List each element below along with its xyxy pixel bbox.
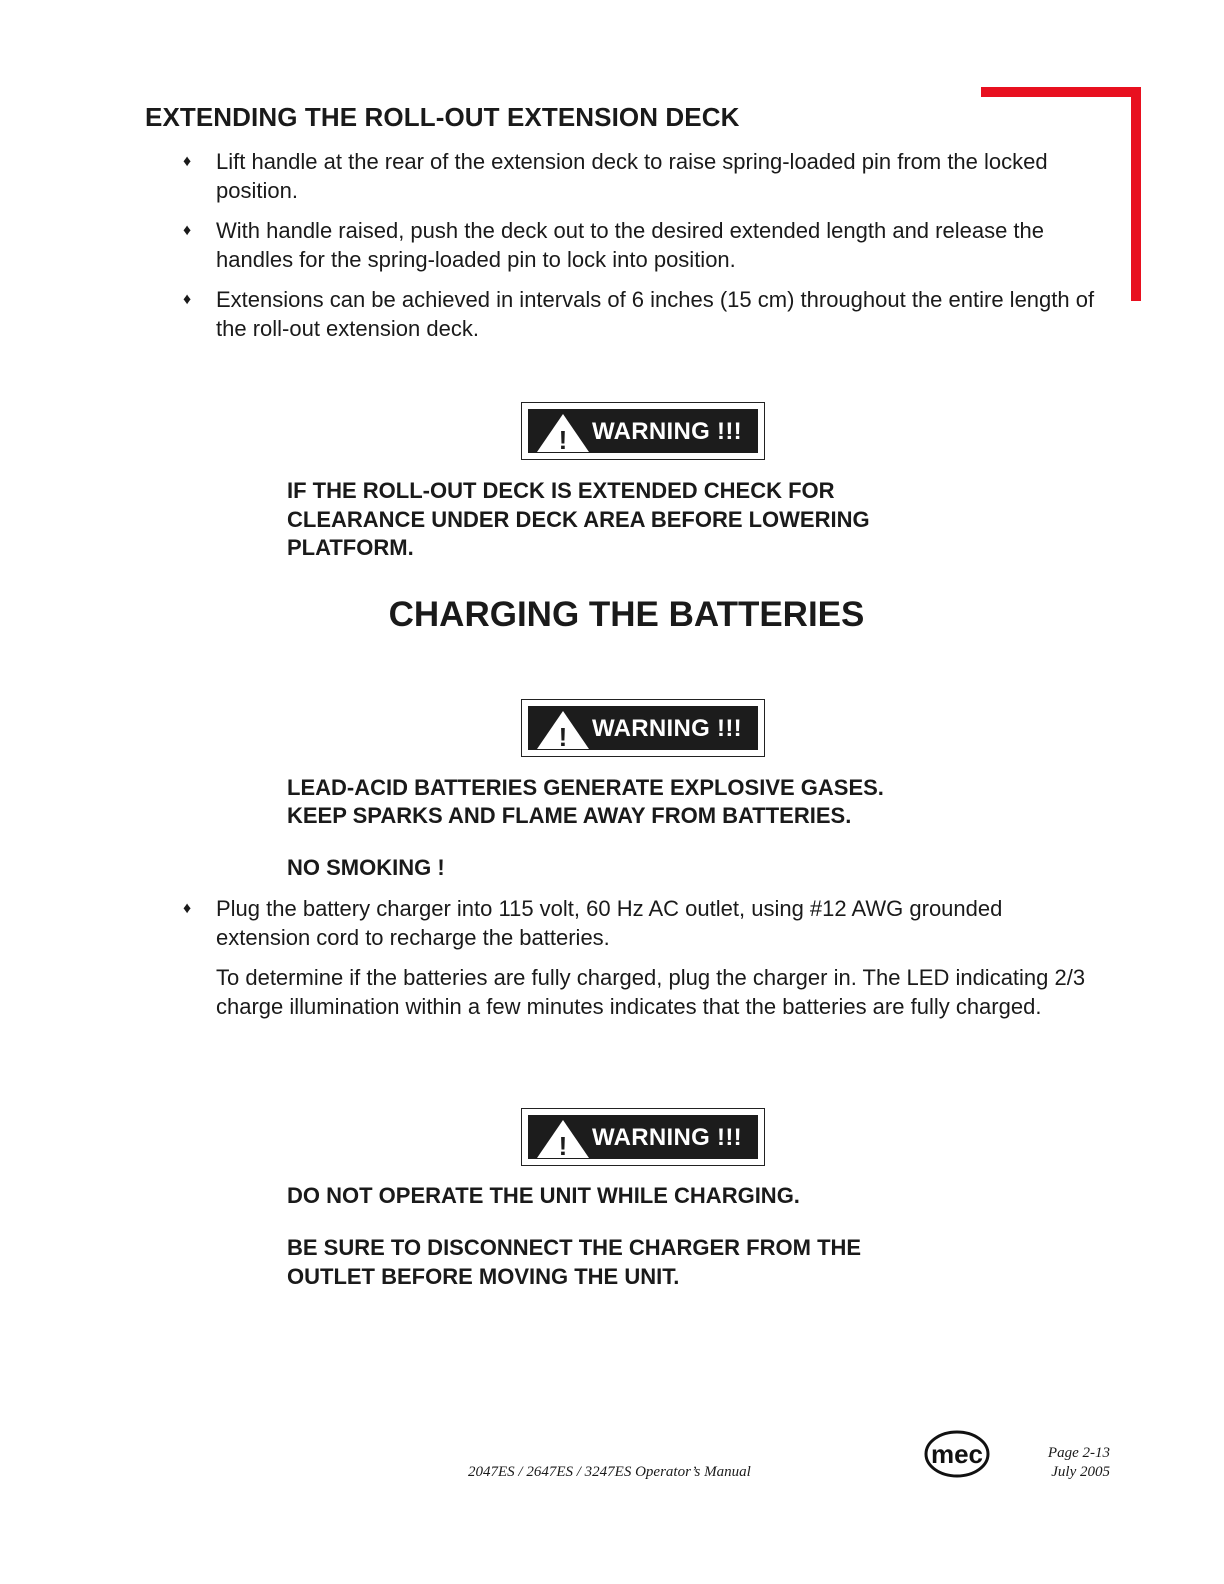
warning-text-line: KEEP SPARKS AND FLAME AWAY FROM BATTERIES.: [287, 803, 852, 828]
logo-text: mec: [930, 1439, 984, 1469]
mec-logo: [924, 1430, 990, 1478]
warning-triangle-icon: [535, 1118, 591, 1160]
warning-icon-mark: !: [558, 722, 568, 751]
heading-charging-batteries: CHARGING THE BATTERIES: [388, 595, 865, 634]
section-tab-marker-side: [1131, 87, 1141, 301]
footer-manual-title: 2047ES / 2647ES / 3247ES Operator’s Manual: [468, 1464, 751, 1480]
charge-check-paragraph: To determine if the batteries are fully charged, plug the charger in. The LED indicating 2/3 charge illumination within a few minutes indicates that the batteries are fully charged.: [216, 965, 1086, 1019]
diamond-bullet-icon: ♦: [183, 900, 192, 917]
warning-text-line: LEAD-ACID BATTERIES GENERATE EXPLOSIVE GASES.: [287, 775, 884, 800]
warning-banner: [521, 699, 765, 757]
warning-triangle-icon: [535, 709, 591, 751]
warning-triangle-icon: [535, 412, 591, 454]
warning-label: WARNING !!!: [592, 1124, 742, 1151]
diamond-bullet-icon: ♦: [183, 222, 192, 239]
warning-text: IF THE ROLL-OUT DECK IS EXTENDED CHECK FOR CLEARANCE UNDER DECK AREA BEFORE LOWERING PLATFORM.: [287, 478, 870, 560]
publication-date: July 2005: [1051, 1464, 1110, 1480]
list-item-text: Lift handle at the rear of the extension deck to raise spring-loaded pin from the locked position.: [216, 149, 1048, 203]
warning-banner: [521, 1108, 765, 1166]
warning-label: WARNING !!!: [592, 418, 742, 445]
footer-page-info: [1040, 1444, 1110, 1482]
diamond-bullet-icon: ♦: [183, 153, 192, 170]
warning-label: WARNING !!!: [592, 715, 742, 742]
no-smoking-text: NO SMOKING !: [287, 855, 445, 880]
warning-icon-mark: !: [558, 1131, 568, 1160]
heading-extending-deck: EXTENDING THE ROLL-OUT EXTENSION DECK: [145, 102, 740, 132]
warning-icon-mark: !: [558, 425, 568, 454]
section-tab-marker-top: [981, 87, 1141, 97]
page-number: Page 2-13: [1047, 1445, 1110, 1461]
list-item-text: Extensions can be achieved in intervals of 6 inches (15 cm) throughout the entire length of the roll-out extension deck.: [216, 287, 1095, 341]
warning-text-line: DO NOT OPERATE THE UNIT WHILE CHARGING.: [287, 1183, 800, 1208]
list-item-text: With handle raised, push the deck out to the desired extended length and release the handles for the spring-loaded pin to lock into position.: [216, 218, 1045, 272]
warning-text-line: BE SURE TO DISCONNECT THE CHARGER FROM THE OUTLET BEFORE MOVING THE UNIT.: [287, 1235, 862, 1289]
diamond-bullet-icon: ♦: [183, 291, 192, 308]
list-item-text: Plug the battery charger into 115 volt, 60 Hz AC outlet, using #12 AWG grounded extension cord to recharge the batteries.: [216, 896, 1003, 950]
warning-banner: [521, 402, 765, 460]
